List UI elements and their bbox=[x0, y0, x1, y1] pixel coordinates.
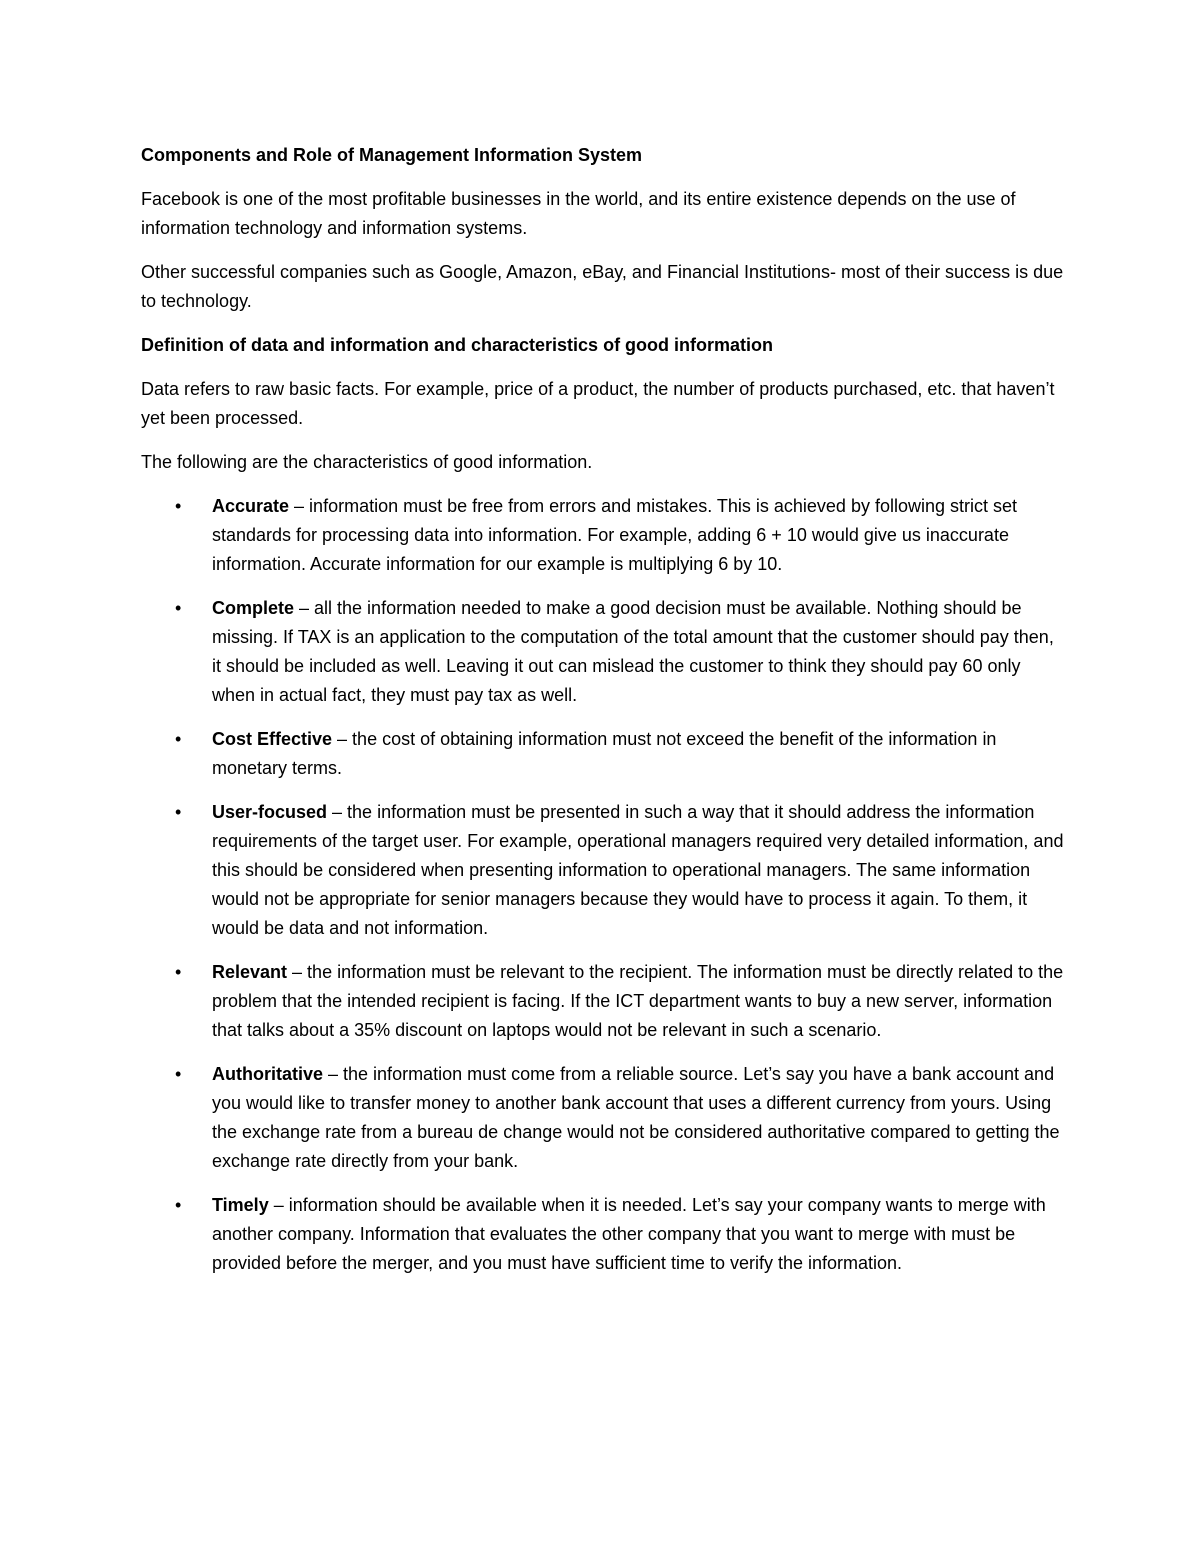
term-label: Timely bbox=[212, 1195, 269, 1215]
list-item-cost-effective bbox=[141, 725, 1066, 783]
term-description: – the cost of obtaining information must not exceed the benefit of the information in monetary terms. bbox=[212, 729, 997, 778]
term-description: – the information must be relevant to the recipient. The information must be directly related to the problem that the intended recipient is facing. If the ICT department wants to buy a new server, information that talks about a 35% discount on laptops would not be relevant in such a scenario. bbox=[212, 962, 1064, 1040]
document-page bbox=[141, 141, 1066, 1293]
list-item-complete bbox=[141, 594, 1066, 710]
paragraph-data-definition: Data refers to raw basic facts. For example, price of a product, the number of products purchased, etc. that haven’t yet been processed. bbox=[141, 379, 1055, 428]
bullet-icon: • bbox=[175, 729, 182, 749]
term-label: Accurate bbox=[212, 496, 290, 516]
term-label: Complete bbox=[212, 598, 295, 618]
term-label: User-focused bbox=[212, 802, 328, 822]
list-item-accurate bbox=[141, 492, 1066, 579]
term-label: Relevant bbox=[212, 962, 288, 982]
paragraph-facebook: Facebook is one of the most profitable businesses in the world, and its entire existence depends on the use of information technology and information systems. bbox=[141, 189, 1016, 238]
bullet-icon: • bbox=[175, 962, 182, 982]
section-heading-components: Components and Role of Management Information System bbox=[141, 145, 643, 165]
list-item-relevant bbox=[141, 958, 1066, 1045]
bullet-icon: • bbox=[175, 496, 182, 516]
term-description: – information must be free from errors and mistakes. This is achieved by following strict set standards for processing data into information. For example, adding 6 + 10 would give us inaccurate information. Accurate information for our example is multiplying 6 by 10. bbox=[212, 496, 1018, 574]
term-label: Cost Effective bbox=[212, 729, 333, 749]
list-item-authoritative bbox=[141, 1060, 1066, 1176]
term-description: – the information must come from a reliable source. Let’s say you have a bank account and you would like to transfer money to another bank account that uses a different currency from yours. Using the exchange rate from a bureau de change would not be considered authoritative compared to getting the exchange rate directly from your bank. bbox=[212, 1064, 1060, 1171]
paragraph-other-companies: Other successful companies such as Google, Amazon, eBay, and Financial Institutions- most of their success is due to technology. bbox=[141, 262, 1064, 311]
term-label: Authoritative bbox=[212, 1064, 324, 1084]
list-item-timely bbox=[141, 1191, 1066, 1278]
term-description: – the information must be presented in such a way that it should address the information requirements of the target user. For example, operational managers required very detailed information, and this should be considered when presenting information to operational managers. The same information would not be appropriate for senior managers because they would have to process it again. To them, it would be data and not information. bbox=[212, 802, 1064, 938]
bullet-icon: • bbox=[175, 598, 182, 618]
list-item-user-focused bbox=[141, 798, 1066, 943]
term-description: – information should be available when it is needed. Let’s say your company wants to merge with another company. Information that evaluates the other company that you want to merge with must be provided before the merger, and you must have sufficient time to verify the information. bbox=[212, 1195, 1046, 1273]
bullet-icon: • bbox=[175, 1195, 182, 1215]
characteristics-list bbox=[141, 492, 1066, 1278]
bullet-icon: • bbox=[175, 802, 182, 822]
section-heading-definition: Definition of data and information and characteristics of good information bbox=[141, 335, 774, 355]
bullet-icon: • bbox=[175, 1064, 182, 1084]
paragraph-characteristics-intro: The following are the characteristics of good information. bbox=[141, 452, 593, 472]
term-description: – all the information needed to make a good decision must be available. Nothing should be missing. If TAX is an application to the computation of the total amount that the customer should pay then, it should be included as well. Leaving it out can mislead the customer to think they should pay 60 only when in actual fact, they must pay tax as well. bbox=[212, 598, 1054, 705]
